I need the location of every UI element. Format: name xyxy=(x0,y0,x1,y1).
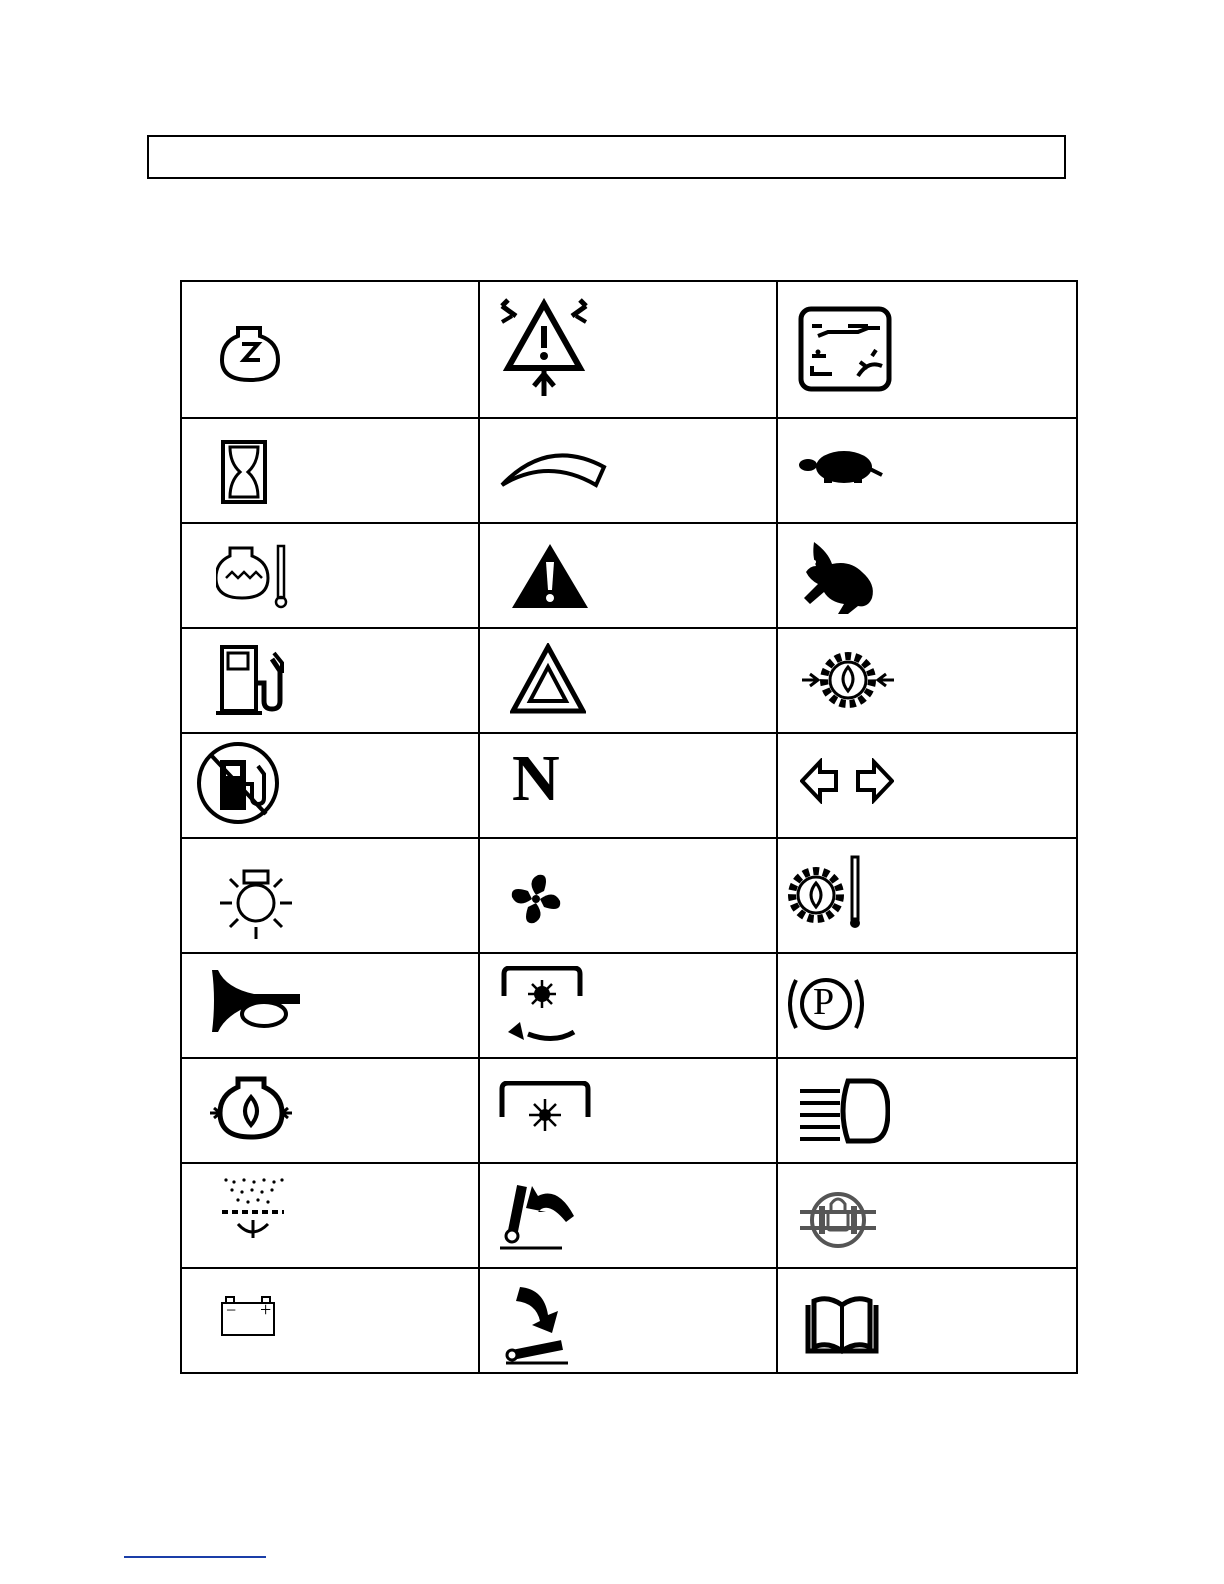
table-cell xyxy=(479,281,777,418)
table-cell xyxy=(479,1058,777,1163)
engine-icon xyxy=(220,322,280,384)
engine-temperature-icon xyxy=(216,544,294,610)
table-cell xyxy=(181,1268,479,1373)
machine-operation-icon xyxy=(798,306,892,392)
no-fuel-icon xyxy=(196,740,280,826)
table-row xyxy=(181,1058,1077,1163)
table-cell xyxy=(479,523,777,628)
air-filter-icon xyxy=(218,1176,288,1248)
table-row xyxy=(181,953,1077,1058)
table-cell xyxy=(777,1268,1077,1373)
table-cell xyxy=(777,733,1077,838)
table-cell xyxy=(777,838,1077,953)
battery-plus: + xyxy=(260,1299,272,1321)
table-cell xyxy=(777,1163,1077,1268)
parking-brake-icon xyxy=(788,974,864,1034)
symbols-table xyxy=(180,280,1078,1374)
table-cell xyxy=(479,628,777,733)
table-row xyxy=(181,838,1077,953)
footnote-rule xyxy=(124,1556,266,1558)
snowflake-warning-icon xyxy=(498,296,590,400)
table-cell xyxy=(777,281,1077,418)
table-cell xyxy=(777,628,1077,733)
operator-manual-icon xyxy=(802,1295,882,1359)
hydraulic-temperature-icon xyxy=(786,855,866,929)
table-cell xyxy=(181,1058,479,1163)
table-cell xyxy=(181,1163,479,1268)
table-row xyxy=(181,628,1077,733)
battery-minus: − xyxy=(226,1300,237,1320)
table-row xyxy=(181,281,1077,418)
battery-icon xyxy=(220,1295,276,1337)
headlight-icon xyxy=(798,1077,890,1147)
table-cell xyxy=(181,418,479,523)
table-cell xyxy=(479,418,777,523)
table-cell xyxy=(777,1058,1077,1163)
table-cell xyxy=(479,953,777,1058)
table-row xyxy=(181,418,1077,523)
hazard-triangle-icon xyxy=(510,643,586,715)
table-cell xyxy=(181,523,479,628)
table-row xyxy=(181,1268,1077,1373)
engine-oil-pressure-icon xyxy=(208,1075,294,1141)
differential-lock-icon xyxy=(798,1176,878,1252)
hourglass-icon xyxy=(220,439,268,505)
table-cell xyxy=(479,1268,777,1373)
table-cell xyxy=(479,838,777,953)
table-row xyxy=(181,733,1077,838)
hydraulic-pressure-icon xyxy=(800,645,896,715)
table-row xyxy=(181,1163,1077,1268)
boom-raise-icon xyxy=(496,1176,580,1250)
lamp-icon xyxy=(218,865,294,941)
table-cell xyxy=(181,628,479,733)
table-cell xyxy=(181,281,479,418)
table-cell xyxy=(479,733,777,838)
parking-letter: P xyxy=(813,981,835,1023)
fuel-pump-icon xyxy=(214,643,294,715)
horn-icon xyxy=(208,966,302,1036)
boom-lower-icon xyxy=(504,1283,570,1365)
warning-triangle-icon xyxy=(510,540,590,612)
table-cell xyxy=(777,523,1077,628)
table-cell xyxy=(777,953,1077,1058)
table-cell xyxy=(181,953,479,1058)
table-cell xyxy=(181,838,479,953)
front-defrost-icon xyxy=(498,1081,592,1139)
title-box xyxy=(147,135,1066,179)
table-cell xyxy=(479,1163,777,1268)
turn-signal-arrows-icon xyxy=(800,758,894,804)
table-cell xyxy=(777,418,1077,523)
fan-icon xyxy=(510,873,562,925)
rabbit-fast-icon xyxy=(800,538,880,614)
arc-gauge-icon xyxy=(498,445,608,489)
turtle-slow-icon xyxy=(798,445,884,483)
table-cell xyxy=(181,733,479,838)
table-row xyxy=(181,523,1077,628)
neutral-icon: N xyxy=(512,742,560,815)
rear-defrost-icon xyxy=(500,966,584,1044)
